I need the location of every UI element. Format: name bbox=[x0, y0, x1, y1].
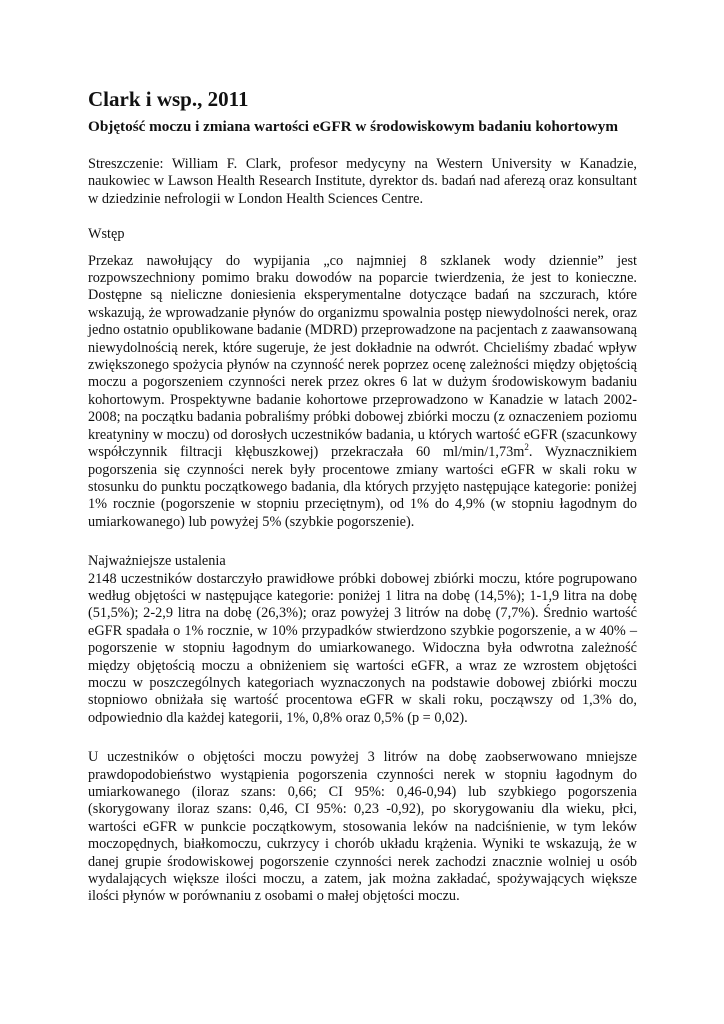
intro-text-tail: . Wyznacznikiem pogorszenia się czynności nerek były procentowe zmiany wartości eGFR w skali roku w stosunku do punktu początkowego badania, dla których przyjęto następujące kategorie: poniżej 1% rocznie (pogorszenie w stopniu przeciętnym), od 1% do 4,9% (w stopniu łagodnym do umiarkowanego) lub powyżej 5% (szybkie pogorszenie). bbox=[88, 444, 637, 530]
document-title: Clark i wsp., 2011 bbox=[88, 87, 249, 111]
superscript-exponent: 2 bbox=[524, 442, 529, 453]
intro-text-main: Przekaz nawołujący do wypijania „co najmniej 8 szklanek wody dziennie” jest rozpowszechniony pomimo braku dowodów na poparcie twierdzenia, że jest to konieczne. Dostępne są nieliczne doniesienia eksperymentalne dotyczące badań na szczurach, które wskazują, że wprowadzanie płynów do organizmu spowalnia postęp niewydolności nerek, oraz jedno ostatnio opublikowane badanie (MDRD) przeprowadzone na pacjentach z zaawansowaną niewydolnością nerek, które sugeruje, że jest dokładnie na odwrót. Chcieliśmy zbadać wpływ zwiększonego spożycia płynów na czynność nerek poprzez ocenę zależności między objętością moczu a pogorszeniem czynności nerek przez okres 6 lat w dużym środowiskowym badaniu kohortowym. Prospektywne badanie kohortowe przeprowadzono w Kanadzie w latach 2002-2008; na początku badania pobraliśmy próbki dobowej zbiórki moczu (z oznaczeniem poziomu kreatyniny w moczu) od dorosłych uczestników badania, u których wartość eGFR (szacunkowy współczynnik filtracji kłębuszkowej) przekraczała 60 ml/min/1,73m bbox=[88, 252, 637, 461]
findings-heading: Najważniejsze ustalenia bbox=[88, 553, 226, 570]
document-subtitle: Objętość moczu i zmiana wartości eGFR w środowiskowym badaniu kohortowym bbox=[88, 118, 619, 135]
findings-paragraph-2: U uczestników o objętości moczu powyżej 3 litrów na dobę zaobserwowano mniejsze prawdopodobieństwo wystąpienia pogorszenia czynności nerek w stopniu łagodnym do umiarkowanego (iloraz szans: 0,66; CI 95%: 0,46-0,94) lub szybkiego pogorszenia (skorygowany iloraz szans: 0,46, CI 95%: 0,23 -0,92), po skorygowaniu dla wieku, płci, wartości eGFR w punkcie początkowym, stosowania leków na nadciśnienie, w tym leków moczopędnych, białkomoczu, cukrzycy i chorób układu krążenia. Wyniki te wskazują, że w danej grupie środowiskowej pogorszenie czynności nerek zachodzi znacznie wolniej u osób wydalających większe ilości moczu, a zatem, jak można zakładać, spożywających większe ilości płynów w porównaniu z osobami o małej objętości moczu. bbox=[88, 749, 637, 905]
abstract-paragraph: Streszczenie: William F. Clark, profesor medycyny na Western University w Kanadzie, naukowiec w Lawson Health Research Institute, dyrektor ds. badań nad aferezą oraz konsultant w dziedzinie nefrologii w London Health Sciences Centre. bbox=[88, 156, 637, 207]
intro-heading: Wstęp bbox=[88, 226, 125, 243]
document-page bbox=[88, 86, 637, 906]
findings-paragraph-1: 2148 uczestników dostarczyło prawidłowe próbki dobowej zbiórki moczu, które pogrupowano według objętości w następujące kategorie: poniżej 1 litra na dobę (14,5%); 1-1,9 litra na dobę (51,5%); 2-2,9 litra na dobę (26,3%); oraz powyżej 3 litrów na dobę (7,7%). Średnio wartość eGFR spadała o 1% rocznie, w 10% przypadków stwierdzono szybkie pogorszenie, a w 40% – pogorszenie w stopniu łagodnym do umiarkowanego. Widoczna była odwrotna zależność między objętością moczu a obniżeniem się wartości eGFR, a wraz ze wzrostem objętości moczu w poszczególnych kategoriach wyznaczonych na podstawie dobowej zbiórki moczu stopniowo obniżała się wartość procentowa eGFR w skali roku, począwszy od 1,3% do, odpowiednio dla każdej kategorii, 1%, 0,8% oraz 0,5% (p = 0,02). bbox=[88, 570, 637, 726]
intro-paragraph bbox=[88, 253, 637, 532]
